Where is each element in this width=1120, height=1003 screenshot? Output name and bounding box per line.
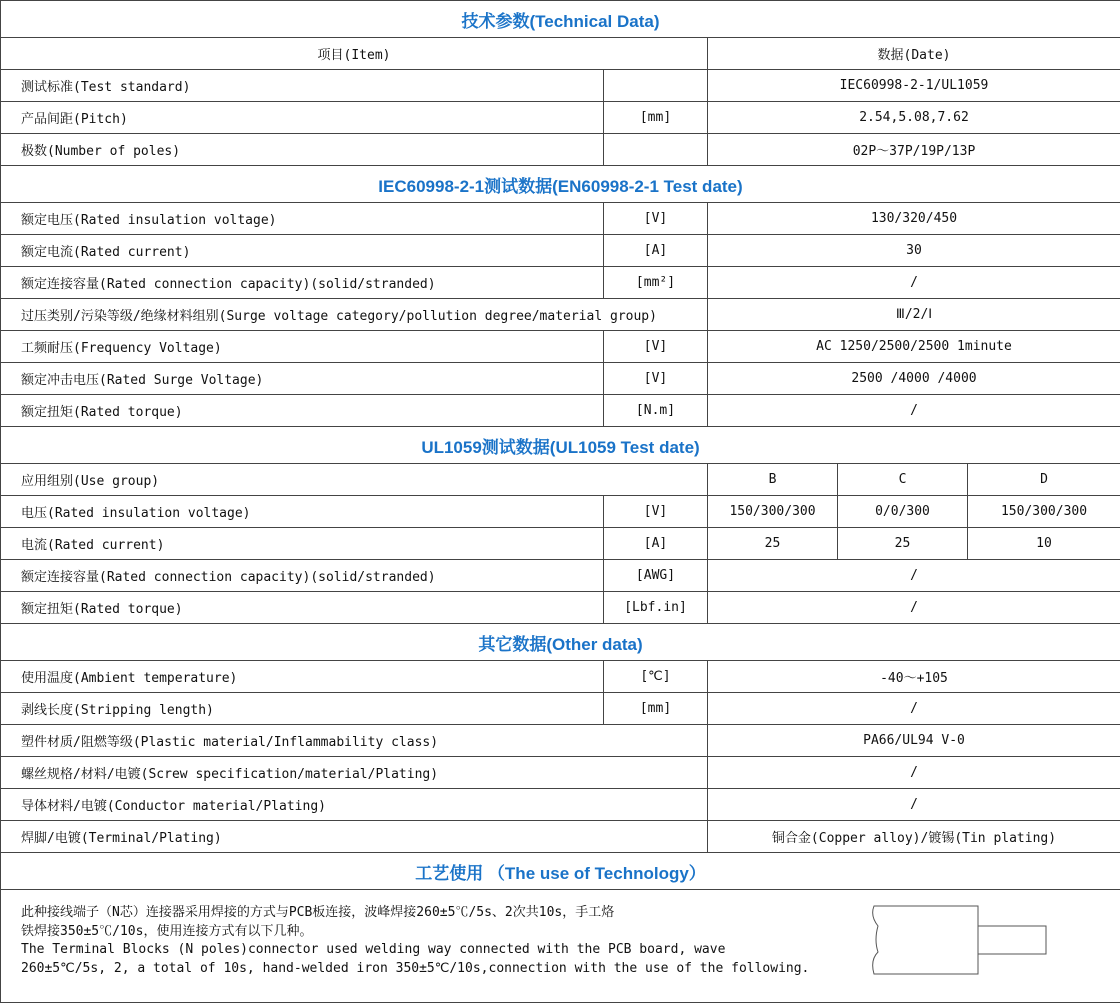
row-value: PA66/UL94 V-0 [708, 725, 1120, 757]
row-unit: [V] [604, 363, 708, 395]
row-label: 额定连接容量(Rated connection capacity)(solid/stranded) [1, 267, 604, 299]
table-row [1, 331, 1120, 363]
row-unit: [mm] [604, 693, 708, 725]
group-c: C [838, 464, 968, 496]
row-label: 剥线长度(Stripping length) [1, 693, 604, 725]
row-label: 电压(Rated insulation voltage) [1, 496, 604, 528]
row-label: 过压类别/污染等级/绝缘材料组别(Surge voltage category/pollution degree/material group) [1, 299, 708, 331]
table-row [1, 299, 1120, 331]
row-label: 产品间距(Pitch) [1, 102, 604, 134]
section-title-technology: 工艺使用 （The use of Technology） [1, 853, 1120, 890]
row-label: 螺丝规格/材料/电镀(Screw specification/material/Plating) [1, 757, 708, 789]
row-unit: [℃] [604, 661, 708, 693]
row-label: 测试标准(Test standard) [1, 70, 604, 102]
group-b: B [708, 464, 838, 496]
table-row [1, 496, 1120, 528]
row-unit: [V] [604, 496, 708, 528]
row-label: 额定扭矩(Rated torque) [1, 395, 604, 427]
table-row [1, 363, 1120, 395]
value-b: 25 [708, 528, 838, 560]
row-label: 极数(Number of poles) [1, 134, 604, 166]
table-row [1, 693, 1120, 725]
technology-note-text: 此种接线端子（N芯）连接器采用焊接的方式与PCB板连接，波峰焊接260±5℃/5s、2次共10s，手工烙 铁焊接350±5℃/10s，使用连接方式有以下几种。 The Terminal Blocks (N poles)connector used welding way connected with the PCB board, wave 260±5℃/5s, 2, a total of 10s, hand-welded iron 350±5℃/10s,connection with the use of the following. [21, 904, 809, 978]
section-title-iec: IEC60998-2-1测试数据(EN60998-2-1 Test date) [1, 166, 1120, 203]
table-row [1, 528, 1120, 560]
row-value: 130/320/450 [708, 203, 1120, 235]
row-value: / [708, 757, 1120, 789]
row-unit: [N.m] [604, 395, 708, 427]
table-row [1, 757, 1120, 789]
row-label: 应用组别(Use group) [1, 464, 708, 496]
row-value: -40～+105 [708, 661, 1120, 693]
row-value: 30 [708, 235, 1120, 267]
row-value: / [708, 789, 1120, 821]
row-unit: [mm] [604, 102, 708, 134]
row-unit [604, 134, 708, 166]
row-label: 工频耐压(Frequency Voltage) [1, 331, 604, 363]
table-row [1, 395, 1120, 427]
row-value: / [708, 592, 1120, 624]
value-c: 25 [838, 528, 968, 560]
row-value: AC 1250/2500/2500 1minute [708, 331, 1120, 363]
table-row [1, 134, 1120, 166]
row-value: Ⅲ/2/Ⅰ [708, 299, 1120, 331]
row-label: 使用温度(Ambient temperature) [1, 661, 604, 693]
table-row [1, 70, 1120, 102]
value-d: 10 [968, 528, 1120, 560]
row-label: 额定连接容量(Rated connection capacity)(solid/stranded) [1, 560, 604, 592]
row-unit: [V] [604, 331, 708, 363]
section-title-technical: 技术参数(Technical Data) [1, 1, 1120, 38]
table-row [1, 102, 1120, 134]
group-d: D [968, 464, 1120, 496]
section-title-other: 其它数据(Other data) [1, 624, 1120, 661]
header-date: 数据(Date) [708, 38, 1120, 70]
table-row [1, 560, 1120, 592]
table-row [1, 661, 1120, 693]
value-b: 150/300/300 [708, 496, 838, 528]
terminal-diagram [872, 904, 1052, 976]
row-label: 焊脚/电镀(Terminal/Plating) [1, 821, 708, 853]
technology-note [1, 890, 1120, 1003]
row-label: 塑件材质/阻燃等级(Plastic material/Inflammability class) [1, 725, 708, 757]
value-c: 0/0/300 [838, 496, 968, 528]
row-label: 额定冲击电压(Rated Surge Voltage) [1, 363, 604, 395]
row-value: / [708, 395, 1120, 427]
section-title-ul: UL1059测试数据(UL1059 Test date) [1, 427, 1120, 464]
row-value: 铜合金(Copper alloy)/镀锡(Tin plating) [708, 821, 1120, 853]
row-label: 电流(Rated current) [1, 528, 604, 560]
header-item: 项目(Item) [1, 38, 708, 70]
row-label: 额定电压(Rated insulation voltage) [1, 203, 604, 235]
table-row [1, 464, 1120, 496]
row-value: / [708, 693, 1120, 725]
row-value: 02P～37P/19P/13P [708, 134, 1120, 166]
table-row [1, 235, 1120, 267]
row-unit: [AWG] [604, 560, 708, 592]
row-label: 额定电流(Rated current) [1, 235, 604, 267]
row-value: IEC60998-2-1/UL1059 [708, 70, 1120, 102]
row-value: / [708, 267, 1120, 299]
value-d: 150/300/300 [968, 496, 1120, 528]
table-row [1, 267, 1120, 299]
row-label: 导体材料/电镀(Conductor material/Plating) [1, 789, 708, 821]
row-value: 2500 /4000 /4000 [708, 363, 1120, 395]
table-row [1, 725, 1120, 757]
row-unit: [mm²] [604, 267, 708, 299]
table-row [1, 592, 1120, 624]
table-row [1, 789, 1120, 821]
row-unit: [V] [604, 203, 708, 235]
row-unit: [Lbf.in] [604, 592, 708, 624]
row-value: / [708, 560, 1120, 592]
row-value: 2.54,5.08,7.62 [708, 102, 1120, 134]
row-unit [604, 70, 708, 102]
row-label: 额定扭矩(Rated torque) [1, 592, 604, 624]
table-row [1, 203, 1120, 235]
row-unit: [A] [604, 528, 708, 560]
table-row [1, 821, 1120, 853]
row-unit: [A] [604, 235, 708, 267]
